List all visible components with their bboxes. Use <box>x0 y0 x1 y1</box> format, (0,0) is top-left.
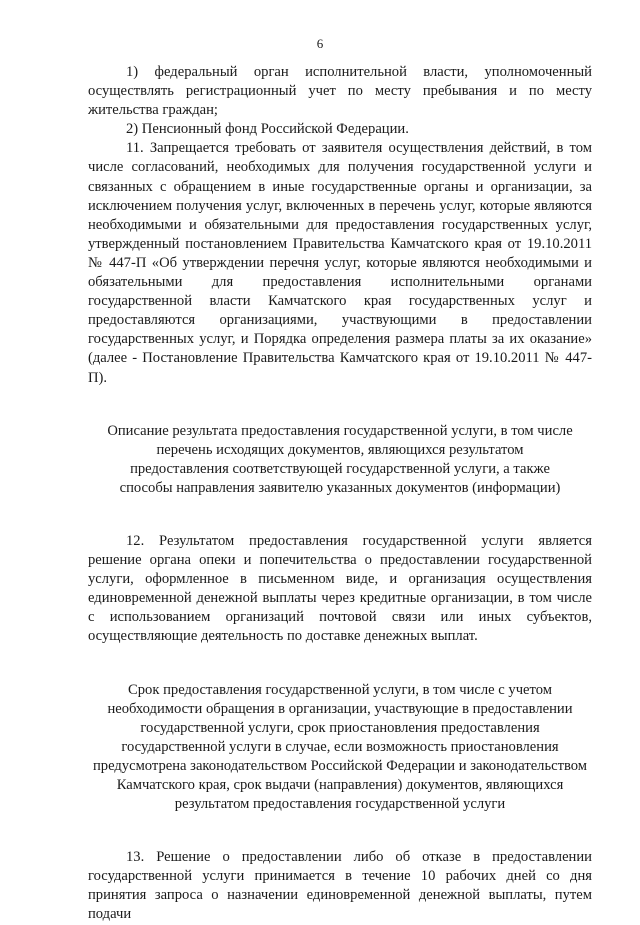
paragraph-item-1: 1) федеральный орган исполнительной власти, уполномоченный осуществлять регистрационный учет по месту пребывания и по месту жительства граждан; <box>88 64 592 119</box>
paragraph-12: 12. Результатом предоставления государственной услуги является решение органа опеки и попечительства о предоставлении государственной услуги, оформленное в письменном виде, и организация осуществления единовременной денежной выплаты через кредитные организации, в том числе с использованием организаций почтовой связи или иных субъектов, осуществляющие деятельность по доставке денежных выплат. <box>88 532 592 645</box>
document-body <box>88 63 592 925</box>
paragraph-13: 13. Решение о предоставлении либо об отказе в предоставлении государственной услуги принимается в течение 10 рабочих дней со дня принятия запроса о назначении единовременной денежной выплаты, путем подачи <box>88 849 592 923</box>
section-heading-service-term: Срок предоставления государственной услуги, в том числе с учетом необходимости обращения в организации, участвующие в предоставлении государственной услуги, срок приостановления предоставления государственной услуги в случае, если возможность приостановления предусмотрена законодательством Российской Федерации и законодательством Камчатского края, срок выдачи (направления) документов, являющихся результатом предоставления государственной услуги <box>92 681 588 813</box>
paragraph-item-2: 2) Пенсионный фонд Российской Федерации. <box>126 121 409 138</box>
section-heading-result-description: Описание результата предоставления государственной услуги, в том числе перечень исходящих документов, являющихся результатом предоставления соответствующей государственной услуги, а также способы направления заявителю указанных документов (информации) <box>107 422 573 496</box>
page-number: 6 <box>316 36 324 51</box>
paragraph-11: 11. Запрещается требовать от заявителя осуществления действий, в том числе согласований, необходимых для получения государственной услуги и связанных с обращением в иные государственные органы и организации, за исключением получения услуг, включенных в перечень услуг, которые являются необходимыми и обязательными для предоставления государственных услуг, утвержденный постановлением Правительства Камчатского края от 19.10.2011 № 447-П «Об утверждении перечня услуг, которые являются необходимыми и обязательными для предоставления исполнительными органами государственной власти Камчатского края государственных услуг и предоставляются организациями, участвующими в предоставлении государственных услуг, и Порядка определения размера платы за их оказание» (далее - Постановление Правительства Камчатского края от 19.10.2011 № 447-П). <box>88 140 592 386</box>
